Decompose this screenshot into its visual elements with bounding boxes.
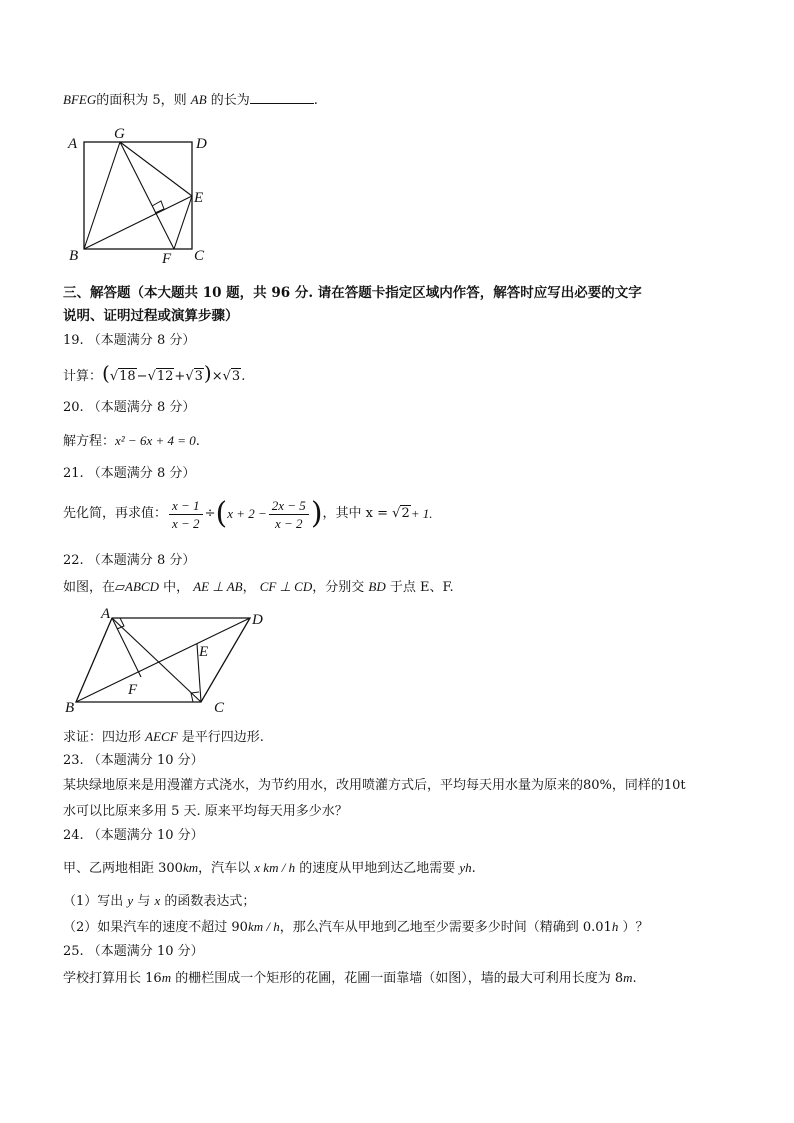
text: 计算： xyxy=(63,369,103,384)
text: 学校打算用长 16 xyxy=(63,971,162,986)
text: ABCD xyxy=(125,579,159,594)
label-b: B xyxy=(69,248,79,264)
text: x + 2 − xyxy=(227,506,267,521)
text: 中， xyxy=(158,580,194,595)
q24-header: 24. （本题满分 10 分） xyxy=(63,828,204,843)
sqrt: √2 xyxy=(388,506,410,521)
text: 甲、乙两地相距 300 xyxy=(63,861,183,876)
q22-header: 22. （本题满分 8 分） xyxy=(63,553,196,568)
label-c: C xyxy=(194,248,205,264)
q19-body: 计算：(√18−√12+√3)×√3. xyxy=(63,362,245,388)
q24-sub2 xyxy=(63,918,648,937)
label-b: B xyxy=(65,700,75,716)
unit: m xyxy=(623,970,633,985)
label-a: A xyxy=(101,606,111,622)
label-a: A xyxy=(68,136,78,152)
unit: m xyxy=(161,970,172,985)
text: + xyxy=(174,369,186,384)
q20-header: 20. （本题满分 8 分） xyxy=(63,400,196,415)
text: . xyxy=(195,434,200,449)
text: ， xyxy=(242,580,260,595)
text: 的速度从甲地到达乙地需要 xyxy=(295,861,460,876)
denominator: x − 2 xyxy=(275,515,303,531)
fraction-2 xyxy=(269,497,309,532)
text: . xyxy=(632,971,637,986)
section-3-title-cont: 说明、证明过程或演算步骤） xyxy=(63,308,239,324)
q18-tail xyxy=(63,91,318,110)
text: ，汽车以 xyxy=(198,861,255,876)
numerator: 2x − 5 xyxy=(269,497,309,515)
text: 的长为 xyxy=(206,93,250,108)
numerator: x − 1 xyxy=(169,497,203,515)
text: AE ⊥ AB xyxy=(193,579,243,594)
text: BD xyxy=(368,579,386,594)
var-ab: AB xyxy=(190,92,207,107)
fraction-1 xyxy=(169,497,203,532)
text: 的栅栏围成一个矩形的花圃，花圃一面靠墙（如图），墙的最大可利用长度为 8 xyxy=(171,971,624,986)
radicand: 18 xyxy=(119,369,136,384)
var: x xyxy=(154,893,161,908)
figure-square xyxy=(60,122,220,264)
parallelogram-symbol: ▱ xyxy=(115,580,126,595)
text: 解方程： xyxy=(63,434,116,449)
label-g: G xyxy=(114,126,125,142)
var: y xyxy=(127,893,134,908)
section-3-title: 三、解答题（本大题共 10 题，共 96 分. 请在答题卡指定区域内作答，解答时应写出必要的文字 xyxy=(63,285,642,301)
label-e: E xyxy=(194,190,204,206)
unit: h xyxy=(611,919,619,934)
label-c: C xyxy=(214,700,225,716)
text: 先化简，再求值： xyxy=(63,506,168,521)
q23-header: 23. （本题满分 10 分） xyxy=(63,753,204,768)
text: + 1. xyxy=(410,506,433,521)
text: . xyxy=(313,93,318,108)
text: ÷ xyxy=(204,506,216,521)
var: yh xyxy=(459,860,472,875)
answer-blank[interactable] xyxy=(250,91,314,104)
figure-parallelogram xyxy=(60,600,280,722)
text: ）？ xyxy=(618,920,649,935)
q22-prove xyxy=(63,728,264,747)
denominator: x − 2 xyxy=(172,515,200,531)
q25-line1 xyxy=(63,969,637,988)
label-d: D xyxy=(252,612,263,628)
text: . xyxy=(471,861,476,876)
unit: km xyxy=(182,860,199,875)
q23-line1: 某块绿地原来是用漫灌方式浇水，为节约用水，改用喷灌方式后，平均每天用水量为原来的80%，同样的10t xyxy=(63,778,686,793)
text: ，其中 x = xyxy=(322,506,389,521)
q23-line2: 水可以比原来多用 5 天. 原来平均每天用多少水？ xyxy=(63,804,348,819)
q19-header: 19. （本题满分 8 分） xyxy=(63,333,196,348)
radicand: 12 xyxy=(156,369,174,384)
text: 与 xyxy=(133,894,155,909)
text: 求证：四边形 xyxy=(63,730,146,745)
equation: x² − 6x + 4 = 0 xyxy=(115,433,196,448)
q24-line1 xyxy=(63,859,476,878)
q24-sub1 xyxy=(63,892,255,911)
label-e: E xyxy=(199,644,209,660)
text: 是平行四边形. xyxy=(177,730,264,745)
var-bfeg: BFEG xyxy=(63,92,97,107)
text: 于点 E、F. xyxy=(385,580,454,595)
label-f: F xyxy=(128,682,138,698)
unit: km / h xyxy=(247,919,280,934)
text: . xyxy=(241,369,246,384)
unit: km / h xyxy=(260,860,296,875)
text: （2）如果汽车的速度不超过 90 xyxy=(63,920,248,935)
q21-header: 21. （本题满分 8 分） xyxy=(63,466,196,481)
radicand: 3 xyxy=(231,369,241,384)
sqrt: √3 xyxy=(222,369,241,384)
text: × xyxy=(211,369,223,384)
sqrt: √12 xyxy=(147,369,174,384)
var: x xyxy=(254,860,261,875)
text: − xyxy=(136,369,148,384)
label-d: D xyxy=(196,136,207,152)
text: CF ⊥ CD xyxy=(259,579,313,594)
text: ，分别交 xyxy=(312,580,369,595)
label-f: F xyxy=(162,251,172,264)
q20-body xyxy=(63,432,200,451)
q21-body: 先化简，再求值： $\frac{x - 1}{x - 2}$ ÷ ( x + 2 − $\frac{2x - 5}{x - 2}$ ) ，其中 x = √2 + 1. xyxy=(63,494,433,534)
radicand: 2 xyxy=(401,506,410,521)
q25-header: 25. （本题满分 10 分） xyxy=(63,944,204,959)
text: （1）写出 xyxy=(63,894,128,909)
text: ，那么汽车从甲地到乙地至少需要多少时间（精确到 0.01 xyxy=(279,920,612,935)
sqrt: √18 xyxy=(109,369,136,384)
q22-body xyxy=(63,578,454,597)
text: 的函数表达式； xyxy=(160,894,256,909)
text: AECF xyxy=(145,729,178,744)
radicand: 3 xyxy=(194,369,203,384)
text: 的面积为 5，则 xyxy=(96,93,191,108)
text: 如图，在 xyxy=(63,580,116,595)
sqrt: √3 xyxy=(185,369,203,384)
